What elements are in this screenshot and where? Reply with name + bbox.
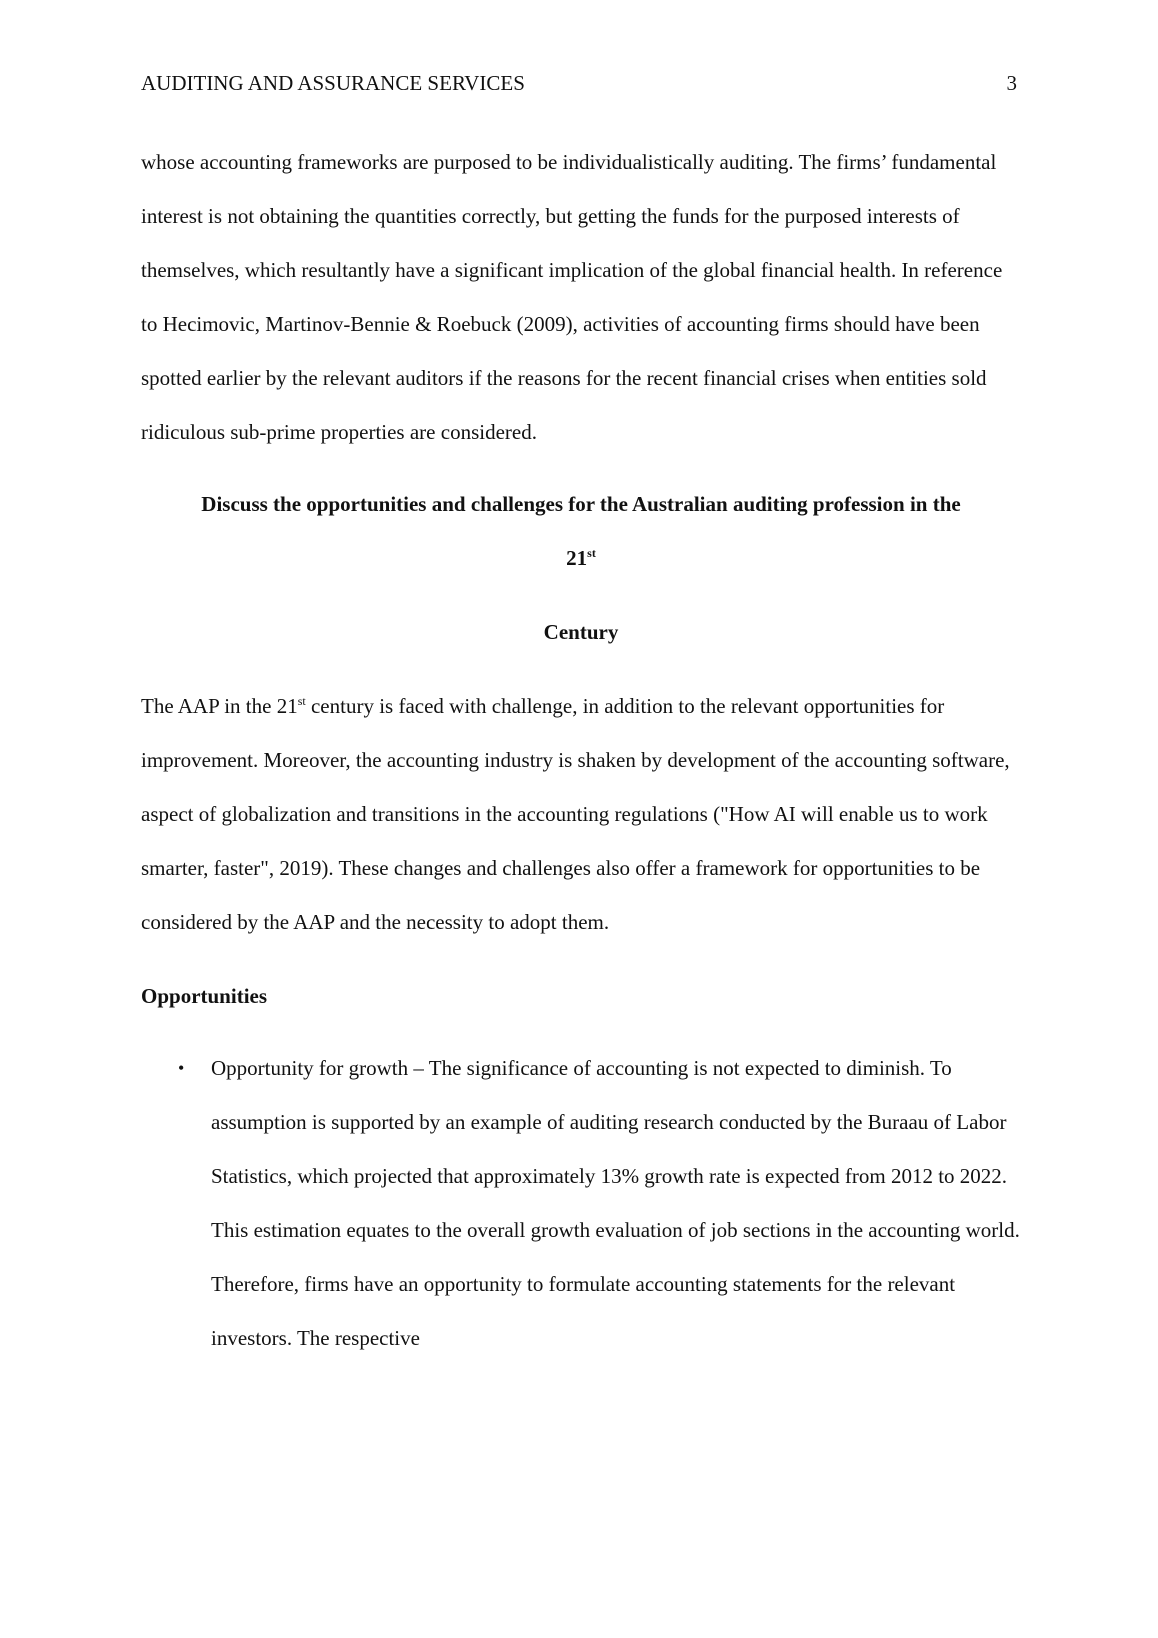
list-item-text: Opportunity for growth – The significance of accounting is not expected to diminish. To assumption is supported by an example of auditing research conducted by the Buraau of Labor Statistics, which projected that approximately 13% growth rate is expected from 2012 to 2022. This estimation equates to the overall growth evaluation of job sections in the accounting world. Therefore, firms have an opportunity to formulate accounting statements for the relevant investors. The respective bbox=[211, 1056, 1020, 1350]
running-head: AUDITING AND ASSURANCE SERVICES bbox=[141, 71, 525, 95]
body-paragraph: whose accounting frameworks are purposed to be individualistically auditing. The firms’ fundamental interest is not obtaining the quantities correctly, but getting the funds for the purposed interests of themselves, which resultantly have a significant implication of the global financial health. In reference to Hecimovic, Martinov-Bennie & Roebuck (2009), activities of accounting firms should have been spotted earlier by the relevant auditors if the reasons for the recent financial crises when entities sold ridiculous sub-prime properties are considered. bbox=[141, 150, 1003, 444]
page-header bbox=[141, 68, 1017, 98]
paragraph-rest: century is faced with challenge, in addition to the relevant opportunities for improvement. Moreover, the accounting industry is shaken by development of the accounting software, aspect of globalization and transitions in the accounting regulations ("How AI will enable us to work smarter, faster", 2019). These changes and challenges also offer a framework for opportunities to be considered by the AAP and the necessity to adopt them. bbox=[141, 694, 1010, 934]
page-number: 3 bbox=[1006, 71, 1017, 95]
document-body bbox=[141, 135, 1021, 1365]
section-heading-line3: Century bbox=[543, 620, 619, 644]
bullet-icon: • bbox=[178, 1058, 185, 1078]
paragraph-prefix: The AAP in the 21 bbox=[141, 694, 298, 718]
subheading-opportunities: Opportunities bbox=[141, 984, 268, 1008]
section-heading-line1: Discuss the opportunities and challenges for the Australian auditing profession in the bbox=[201, 492, 961, 516]
section-heading-line2 bbox=[141, 531, 1021, 585]
list-item bbox=[141, 1041, 1021, 1365]
bullet-list bbox=[141, 1041, 1021, 1365]
body-paragraph bbox=[141, 679, 1021, 949]
heading-ordinal-suffix: st bbox=[587, 546, 596, 560]
heading-century-number: 21 bbox=[566, 546, 588, 570]
ordinal-suffix: st bbox=[297, 694, 306, 708]
